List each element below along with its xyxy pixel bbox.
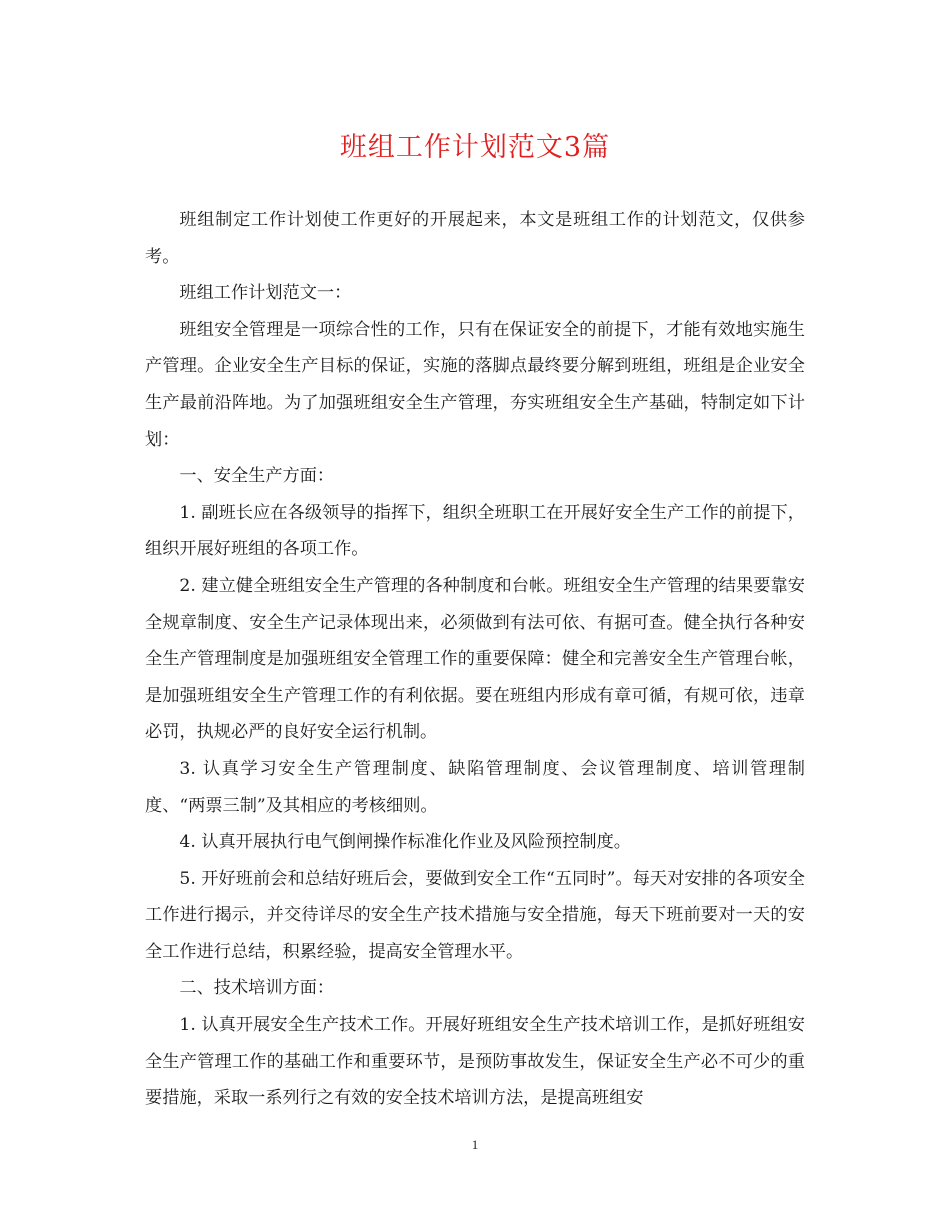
paragraph-overview: 班组安全管理是一项综合性的工作，只有在保证安全的前提下，才能有效地实施生产管理。企业安全生产目标的保证，实施的落脚点最终要分解到班组，班组是企业安全生产最前沿阵地。为了加强班组安全生产管理，夯实班组安全生产基础，特制定如下计划： bbox=[145, 319, 805, 450]
list-item-safety-4: 4. 认真开展执行电气倒闸操作标准化作业及风险预控制度。 bbox=[179, 832, 631, 853]
list-item-safety-5: 5. 开好班前会和总结好班后会，要做到安全工作“五同时”。每天对安排的各项安全工作进行揭示，并交待详尽的安全生产技术措施与安全措施，每天下班前要对一天的安全工作进行总结，积累经验，提高安全管理水平。 bbox=[145, 868, 805, 962]
list-item-safety-1: 1. 副班长应在各级领导的指挥下，组织全班职工在开展好安全生产工作的前提下，组织开展好班组的各项工作。 bbox=[145, 502, 805, 560]
document-title: 班组工作计划范文3篇 bbox=[339, 132, 611, 163]
list-item-safety-2: 2. 建立健全班组安全生产管理的各种制度和台帐。班组安全生产管理的结果要靠安全规章制度、安全生产记录体现出来，必须做到有法可依、有据可查。健全执行各种安全生产管理制度是加强班组安全管理工作的重要保障：健全和完善安全生产管理台帐，是加强班组安全生产管理工作的有利依据。要在班组内形成有章可循，有规可依，违章必罚，执规必严的良好安全运行机制。 bbox=[145, 575, 805, 743]
document-body bbox=[145, 202, 805, 1117]
paragraph-intro: 班组制定工作计划使工作更好的开展起来，本文是班组工作的计划范文，仅供参考。 bbox=[145, 210, 805, 267]
page-number: 1 bbox=[471, 1137, 479, 1152]
list-item-safety-3: 3. 认真学习安全生产管理制度、缺陷管理制度、会议管理制度、培训管理制度、“两票三制”及其相应的考核细则。 bbox=[145, 758, 805, 816]
section-heading-safety: 一、安全生产方面： bbox=[179, 466, 335, 487]
list-item-training-1: 1. 认真开展安全生产技术工作。开展好班组安全生产技术培训工作，是抓好班组安全生产管理工作的基础工作和重要环节，是预防事故发生，保证安全生产必不可少的重要措施，采取一系列行之有效的安全技术培训方法，是提高班组安 bbox=[145, 1015, 805, 1109]
section-heading-training: 二、技术培训方面： bbox=[179, 978, 335, 999]
paragraph-heading-sample-one: 班组工作计划范文一： bbox=[179, 283, 352, 304]
